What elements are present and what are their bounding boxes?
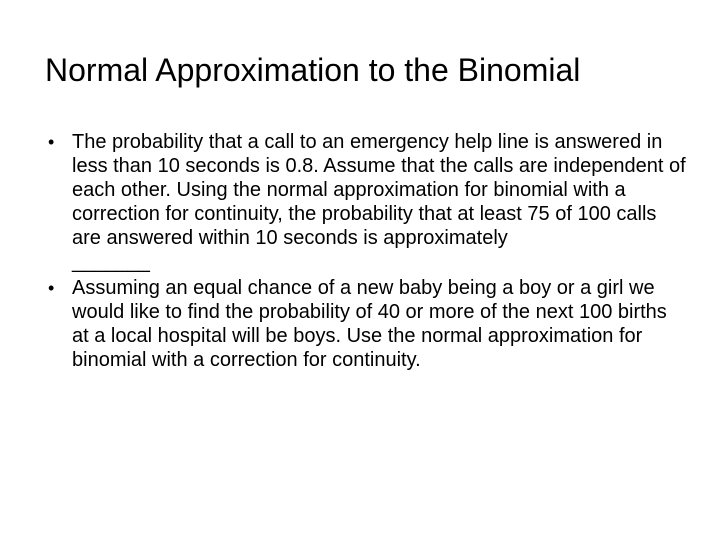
bullet-marker: • — [48, 132, 55, 152]
bullet-marker: • — [48, 278, 55, 298]
bullet-list — [48, 130, 688, 374]
bullet-item-call-probability — [48, 130, 688, 274]
bullet-text: Assuming an equal chance of a new baby being a boy or a girl we would like to find the probability of 40 or more of the next 100 births at a local hospital will be boys. Use the normal approximation for binomial with a correction for continuity. — [72, 277, 667, 371]
bullet-item-birth-probability — [48, 276, 688, 372]
bullet-text: The probability that a call to an emergency help line is answered in less than 10 seconds is 0.8. Assume that the calls are independent of each other. Using the normal approximation for binomial with a correction for continuity, the probability that at least 75 of 100 calls are answered within 10 seconds is approximately — [72, 131, 686, 249]
answer-blank: _______ — [72, 251, 150, 273]
slide-title: Normal Approximation to the Binomial — [45, 52, 581, 88]
